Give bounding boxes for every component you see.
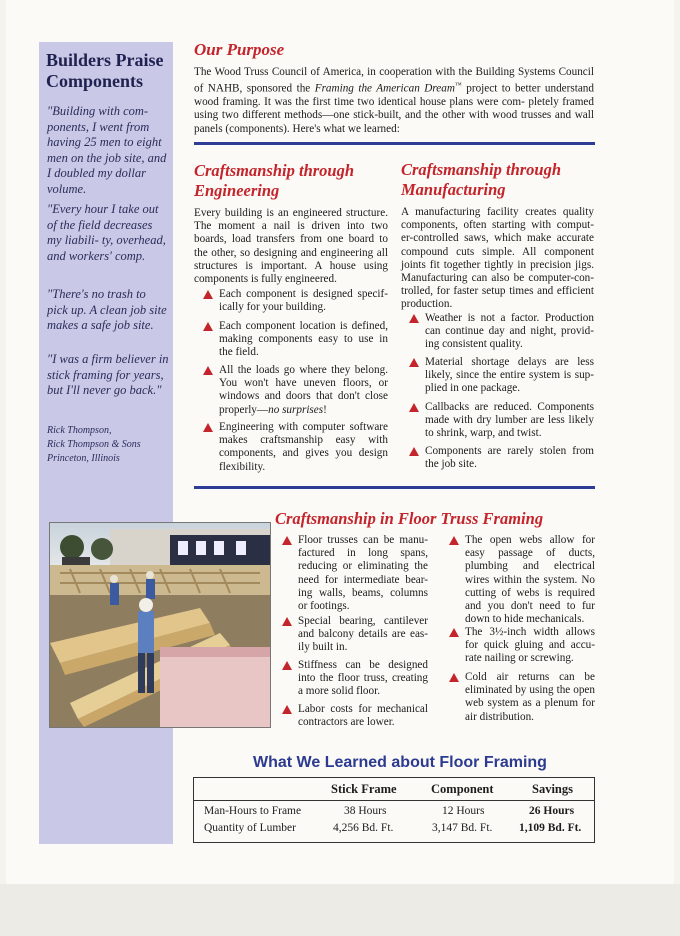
column-header: Stick Frame <box>331 782 397 796</box>
column-header: Component <box>431 782 494 796</box>
sidebar-title-line: Components <box>46 71 144 91</box>
triangle-bullet-icon <box>282 705 292 714</box>
bullet-text: Components are rarely stolen from the job site. <box>425 445 594 471</box>
sidebar-title-line: Builders Praise <box>46 50 164 70</box>
bullet-italic: no surprises <box>268 403 324 416</box>
bullet-text: Labor costs for mechanical contractors are lower. <box>298 703 428 729</box>
floor-bullet <box>298 534 428 613</box>
heading-line: Manufacturing <box>401 180 506 199</box>
table-cell: 12 Hours <box>442 805 485 817</box>
attribution-line: Princeton, Illinois <box>47 453 120 464</box>
manufacturing-bullet <box>425 445 594 471</box>
column-header: Savings <box>532 782 573 796</box>
heading-line: Craftsmanship through <box>194 161 355 180</box>
heading-line: Engineering <box>194 181 280 200</box>
bullet-text: The 3½-inch width allows for quick gluing and accu- rate nailing or screwing. <box>465 626 595 665</box>
section-rule <box>194 486 595 489</box>
purpose-heading: Our Purpose <box>194 40 285 59</box>
purpose-italic-title: Framing the American Dream <box>314 82 455 95</box>
floor-bullet <box>465 626 595 666</box>
manufacturing-heading <box>401 160 561 200</box>
bullet-text: Callbacks are reduced. Components made with dry lumber are less likely to shrink, warp, and twist. <box>425 401 594 440</box>
trademark-mark: ™ <box>454 81 462 90</box>
floor-heading: Craftsmanship in Floor Truss Framing <box>275 509 544 528</box>
section-rule <box>194 142 595 145</box>
bullet-text: Floor trusses can be manu- factured in long spans, reducing or eliminating the need for intermediate bear- ing walls, beams, columns or footings. <box>298 534 428 613</box>
construction-photo <box>49 522 271 728</box>
floor-bullet <box>298 659 428 699</box>
engineering-heading <box>194 161 354 201</box>
bullet-text: Cold air returns can be eliminated by using the open web system as a plenum for air distribution. <box>465 671 595 723</box>
triangle-bullet-icon <box>282 536 292 545</box>
triangle-bullet-icon <box>409 447 419 456</box>
purpose-body <box>194 66 594 136</box>
table-cell: 1,109 Bd. Ft. <box>519 822 582 834</box>
page-background <box>0 884 680 936</box>
comparison-table <box>193 777 595 843</box>
sidebar-title <box>46 50 170 92</box>
triangle-bullet-icon <box>203 423 213 432</box>
attribution-line: Rick Thompson, <box>47 425 112 436</box>
table-cell: 4,256 Bd. Ft. <box>333 822 394 834</box>
manufacturing-bullet <box>425 401 594 441</box>
floor-bullet <box>465 671 595 724</box>
row-label: Quantity of Lumber <box>204 822 296 834</box>
heading-line: Craftsmanship through <box>401 160 562 179</box>
row-label: Man-Hours to Frame <box>204 805 302 817</box>
bullet-text: Special bearing, cantilever and balcony details are eas- ily built in. <box>298 615 428 654</box>
engineering-bullet <box>219 364 388 417</box>
table-cell: 3,147 Bd. Ft. <box>432 822 493 834</box>
triangle-bullet-icon <box>282 617 292 626</box>
triangle-bullet-icon <box>409 358 419 367</box>
purpose-text: The Wood Truss Council of America, in cooperation with the Building Systems Council of NAHB, sponsored the <box>194 66 594 95</box>
triangle-bullet-icon <box>203 322 213 331</box>
table-cell: 38 Hours <box>344 805 387 817</box>
triangle-bullet-icon <box>449 536 459 545</box>
triangle-bullet-icon <box>409 403 419 412</box>
testimonial-attribution <box>47 424 171 466</box>
bullet-text: Each component location is defined, making components easy to use in the field. <box>219 320 388 359</box>
attribution-line: Rick Thompson & Sons <box>47 439 141 450</box>
bullet-text: All the loads go where they belong. You won't have uneven floors, or windows and doors that don't close properly— <box>219 364 388 416</box>
bullet-text: Stiffness can be designed into the floor truss, creating a more solid floor. <box>298 659 428 698</box>
testimonial-quote: "Every hour I take out of the field decreases my liabili- ty, overhead, and workers' comp. <box>47 202 166 263</box>
floor-bullet <box>298 703 428 729</box>
bullet-text: Each component is designed specif- ically for your building. <box>219 288 388 314</box>
purpose-text: project to better understand wood framing. It was the first time two identical house plans were com- pletely framed using two different methods—one stick-built, and the other with wood trusses and wall panels (components). Here's what we learned: <box>194 82 594 135</box>
bullet-text: Engineering with computer software makes craftsmanship easy with components, and gives you design flexibility. <box>219 421 388 473</box>
engineering-bullet <box>219 320 388 360</box>
bullet-text: The open webs allow for easy passage of ducts, plumbing and electrical wires within the system. No cutting of webs is required and you don't need to fur down to hide mechanicals. <box>465 534 595 626</box>
manufacturing-intro: A manufacturing facility creates quality components, often starting with comput- er-controlled saws, which make accurate compound cuts simple. All component joints fit together tightly in precision jigs. Manufacturing can also be computer-con- trolled, for faster setup times and efficient production. <box>401 206 594 311</box>
engineering-bullet <box>219 288 388 314</box>
triangle-bullet-icon <box>449 673 459 682</box>
testimonial-quote: "There's no trash to pick up. A clean job site makes a safe job site. <box>47 287 167 332</box>
table-cell: 26 Hours <box>529 805 575 817</box>
manufacturing-bullet <box>425 312 594 352</box>
bullet-text-end: ! <box>323 403 327 416</box>
floor-bullet <box>465 534 595 626</box>
triangle-bullet-icon <box>282 661 292 670</box>
floor-bullet <box>298 615 428 655</box>
triangle-bullet-icon <box>203 290 213 299</box>
triangle-bullet-icon <box>203 366 213 375</box>
testimonial-quote: "I was a firm believer in stick framing for years, but I'll never go back." <box>47 352 169 397</box>
bullet-text: Weather is not a factor. Production can continue day and night, provid- ing consistent quality. <box>425 312 594 351</box>
triangle-bullet-icon <box>409 314 419 323</box>
testimonial-quote: "Building with com- ponents, I went from having 25 men to eight men on the job site, and I doubled my dollar volume. <box>47 104 167 196</box>
table-divider <box>194 800 594 801</box>
engineering-bullet <box>219 421 388 474</box>
triangle-bullet-icon <box>449 628 459 637</box>
manufacturing-bullet <box>425 356 594 396</box>
bullet-text: Material shortage delays are less likely, since the entire system is sup- plied in one package. <box>425 356 594 395</box>
engineering-intro: Every building is an engineered structure. The moment a nail is driven into two boards, load transfers from one board to the other, so designing and engineering all structures is important. A house using components is fully engineered. <box>194 207 388 286</box>
table-title: What We Learned about Floor Framing <box>253 754 547 771</box>
